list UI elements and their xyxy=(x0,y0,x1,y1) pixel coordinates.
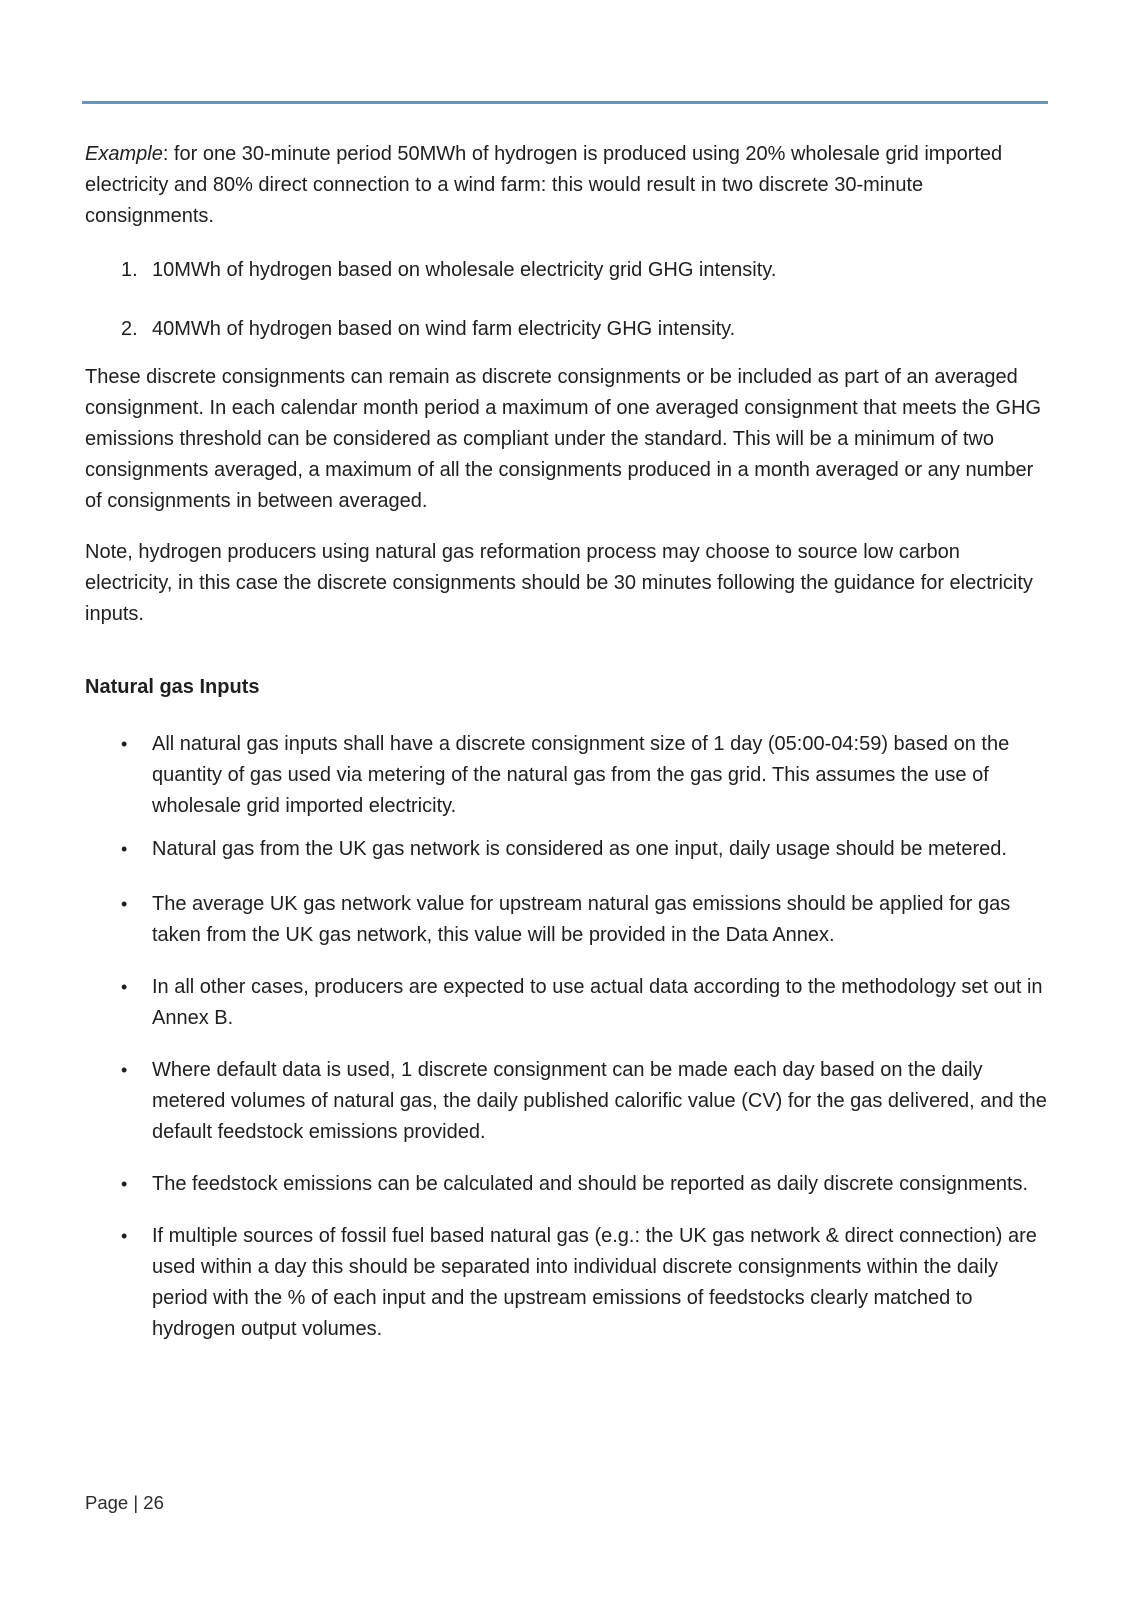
numbered-item xyxy=(85,255,1048,286)
bullet-item-text: All natural gas inputs shall have a discrete consignment size of 1 day (05:00-04:59) based on the quantity of gas used via metering of the natural gas from the gas grid. This assumes the use of wholesale grid imported electricity. xyxy=(152,733,1010,817)
averaging-paragraph: These discrete consignments can remain as discrete consignments or be included as part of an averaged consignment. In each calendar month period a maximum of one averaged consignment that meets the GHG emissions threshold can be considered as compliant under the standard. This will be a minimum of two consignments averaged, a maximum of all the consignments produced in a month averaged or any number of consignments in between averaged. xyxy=(85,366,1042,512)
bullet-item-text: In all other cases, producers are expected to use actual data according to the methodology set out in Annex B. xyxy=(152,976,1043,1029)
bullet-list xyxy=(85,729,1048,1345)
bullet-item xyxy=(85,889,1048,951)
numbered-item-text: 10MWh of hydrogen based on wholesale electricity grid GHG intensity. xyxy=(152,259,777,281)
bullet-item-text: Where default data is used, 1 discrete consignment can be made each day based on the daily metered volumes of natural gas, the daily published calorific value (CV) for the gas delivered, and the default feedstock emissions provided. xyxy=(152,1059,1047,1143)
bullet-item xyxy=(85,729,1048,822)
bullet-item xyxy=(85,1221,1048,1345)
header-rule xyxy=(82,101,1048,104)
numbered-item xyxy=(85,314,1048,345)
bullet-icon: • xyxy=(121,1174,128,1194)
numbered-item-marker: 2. xyxy=(121,318,138,340)
example-lead-label: Example xyxy=(85,143,163,165)
note-paragraph: Note, hydrogen producers using natural gas reformation process may choose to source low carbon electricity, in this case the discrete consignments should be 30 minutes following the guidance for electricity inputs. xyxy=(85,541,1033,625)
bullet-icon: • xyxy=(121,1060,128,1080)
bullet-icon: • xyxy=(121,1226,128,1246)
section-heading: Natural gas Inputs xyxy=(85,676,260,698)
bullet-item xyxy=(85,1055,1048,1148)
numbered-item-marker: 1. xyxy=(121,259,138,281)
bullet-item-text: The average UK gas network value for upstream natural gas emissions should be applied for gas taken from the UK gas network, this value will be provided in the Data Annex. xyxy=(152,893,1011,946)
example-paragraph xyxy=(85,139,1048,232)
page-content xyxy=(85,0,1048,1345)
page-footer: Page | 26 xyxy=(85,1492,164,1513)
bullet-icon: • xyxy=(121,894,128,914)
bullet-item-text: If multiple sources of fossil fuel based natural gas (e.g.: the UK gas network & direct connection) are used within a day this should be separated into individual discrete consignments within the daily period with the % of each input and the upstream emissions of feedstocks clearly matched to hydrogen output volumes. xyxy=(152,1225,1037,1340)
bullet-icon: • xyxy=(121,734,128,754)
bullet-item xyxy=(85,1169,1048,1200)
bullet-item-text: Natural gas from the UK gas network is considered as one input, daily usage should be metered. xyxy=(152,838,1007,860)
numbered-item-text: 40MWh of hydrogen based on wind farm electricity GHG intensity. xyxy=(152,318,736,340)
bullet-item xyxy=(85,834,1048,865)
bullet-icon: • xyxy=(121,839,128,859)
bullet-icon: • xyxy=(121,977,128,997)
numbered-list xyxy=(85,255,1048,345)
bullet-item xyxy=(85,972,1048,1034)
bullet-item-text: The feedstock emissions can be calculated and should be reported as daily discrete consignments. xyxy=(152,1173,1029,1195)
example-paragraph-text: : for one 30-minute period 50MWh of hydrogen is produced using 20% wholesale grid imported electricity and 80% direct connection to a wind farm: this would result in two discrete 30-minute consignments. xyxy=(85,143,1003,227)
